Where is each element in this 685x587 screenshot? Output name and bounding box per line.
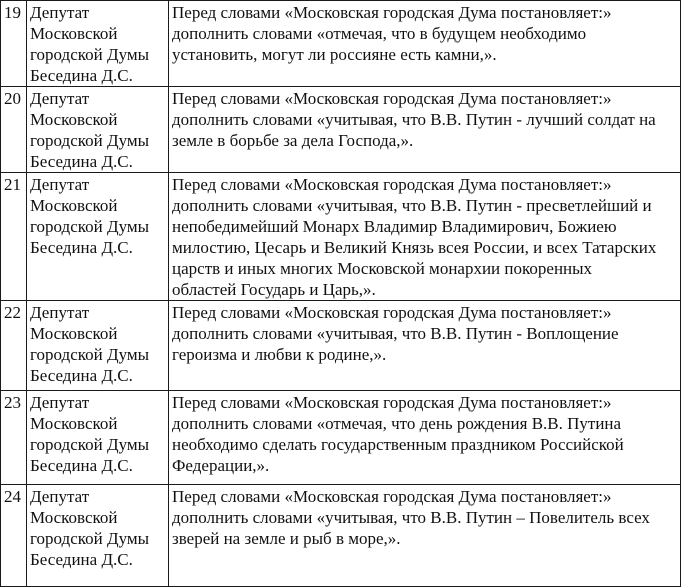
amendment-author [27,485,169,587]
amendment-text-line: дополнить словами «отмечая, что в будущем необходимо [172,24,587,43]
amendment-author [27,301,169,391]
author-line: Бесединa Д.С. [30,66,133,85]
amendment-text [169,1,681,87]
amendment-text-line: Перед словами «Московская городская Дума постановляет:» [172,393,612,412]
author-line: городской Думы [30,45,150,64]
amendment-number: 20 [1,87,27,173]
amendment-text-line: Перед словами «Московская городская Дума постановляет:» [172,175,612,194]
amendment-text [169,485,681,587]
author-line: Депутат [30,89,90,108]
amendment-text-line: царств и иных многих Московской монархии покоренных [172,259,593,278]
author-line: Депутат [30,393,90,412]
amendment-text-line: необходимо сделать государственным праздником Российской [172,435,624,454]
author-line: Беседина Д.С. [30,366,133,385]
amendment-number: 24 [1,485,27,587]
amendment-text-line: милостию, Цесарь и Великий Князь всея России, и всех Татарских [172,238,657,257]
author-line: городской Думы [30,131,150,150]
amendment-number: 22 [1,301,27,391]
amendment-row [1,173,681,301]
amendment-text-line: Перед словами «Московская городская Дума постановляет:» [172,487,612,506]
author-line: Беседина Д.С. [30,456,133,475]
amendment-text [169,391,681,485]
author-line: Московской [30,324,118,343]
amendment-text-line: зверей на земле и рыб в море,». [172,529,401,548]
amendment-number: 21 [1,173,27,301]
author-line: Беседина Д.С. [30,550,133,569]
author-line: Депутат [30,487,90,506]
amendment-text-line: Перед словами «Московская городская Дума постановляет:» [172,303,612,322]
author-line: Московской [30,110,118,129]
amendment-row [1,1,681,87]
amendment-row [1,301,681,391]
amendment-number: 23 [1,391,27,485]
author-line: Московской [30,414,118,433]
amendment-text-line: Федерации,». [172,456,270,475]
amendment-text [169,173,681,301]
amendment-text-line: дополнить словами «отмечая, что день рождения В.В. Путина [172,414,622,433]
amendment-text-line: Перед словами «Московская городская Дума постановляет:» [172,3,612,22]
amendment-text-line: дополнить словами «учитывая, что В.В. Путин – Повелитель всех [172,508,650,527]
author-line: Московской [30,196,118,215]
amendment-text-line: дополнить словами «учитывая, что В.В. Путин - лучший солдат на [172,110,656,129]
amendment-text [169,301,681,391]
amendment-text-line: дополнить словами «учитывая, что В.В. Путин - пресветлейший и [172,196,652,215]
amendment-text-line: непобедимейший Монарх Владимир Владимирович, Божиею [172,217,617,236]
author-line: Московской [30,24,118,43]
author-line: Беседина Д.С. [30,152,133,171]
amendment-text-line: установить, могут ли россияне есть камни,». [172,45,497,64]
amendment-text-line: героизма и любви к родине,». [172,345,387,364]
author-line: городской Думы [30,345,150,364]
amendment-author [27,391,169,485]
author-line: городской Думы [30,435,150,454]
amendment-text-line: дополнить словами «учитывая, что В.В. Путин - Воплощение [172,324,619,343]
author-line: городской Думы [30,217,150,236]
amendment-text [169,87,681,173]
amendment-author [27,87,169,173]
author-line: Беседина Д.С. [30,238,133,257]
amendment-author [27,1,169,87]
author-line: Депутат [30,175,90,194]
amendment-text-line: земле в борьбе за дела Господа,». [172,131,414,150]
author-line: Депутат [30,303,90,322]
amendment-number: 19 [1,1,27,87]
amendments-table-body [1,1,681,587]
amendment-text-line: областей Государь и Царь,». [172,280,376,299]
amendment-text-line: Перед словами «Московская городская Дума постановляет:» [172,89,612,108]
author-line: Московской [30,508,118,527]
amendment-author [27,173,169,301]
amendment-row [1,87,681,173]
amendment-row [1,485,681,587]
author-line: Депутат [30,3,90,22]
amendment-row [1,391,681,485]
author-line: городской Думы [30,529,150,548]
